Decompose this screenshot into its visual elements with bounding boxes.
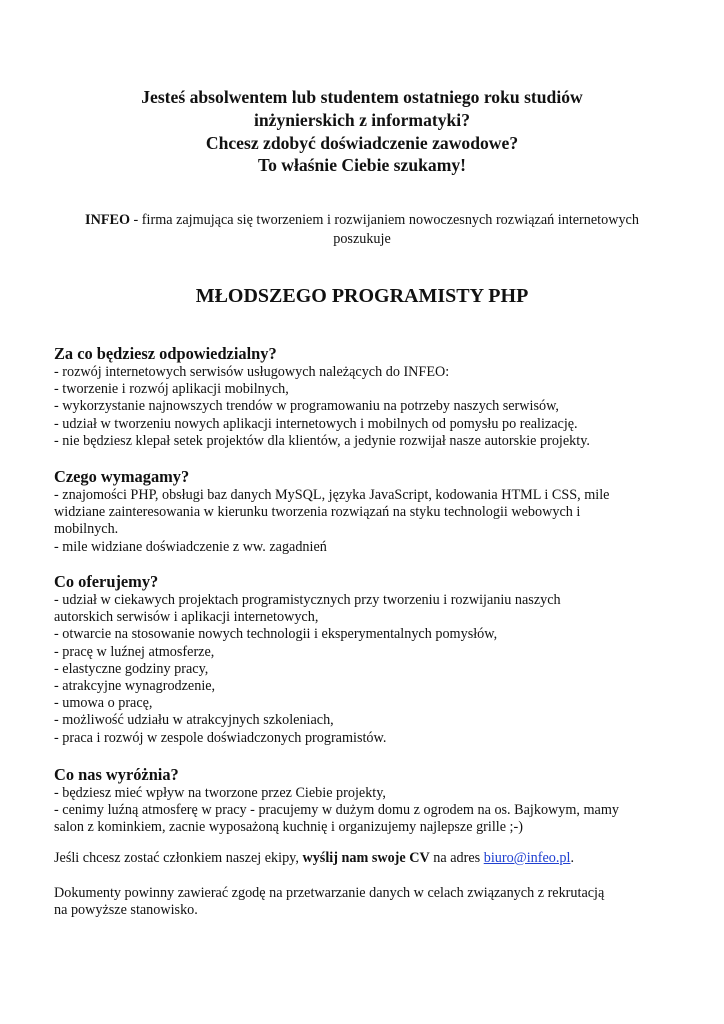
list-item: - elastyczne godziny pracy, [54,660,209,677]
list-item: - tworzenie i rozwój aplikacji mobilnych, [54,381,289,398]
company-description [54,211,670,248]
offer-section [54,571,674,747]
company-name: INFEO [85,212,130,228]
apply-text-bold: wyślij nam swoje CV [302,850,430,866]
position-title: MŁODSZEGO PROGRAMISTY PHP [195,285,529,307]
list-item: - udział w tworzeniu nowych aplikacji internetowych i mobilnych od pomysłu po realizację. [54,415,578,432]
apply-line [54,850,674,867]
list-item: - udział w ciekawych projektach programistycznych przy tworzeniu i rozwijaniu naszych [54,592,561,608]
consent-line-1: Dokumenty powinny zawierać zgodę na przetwarzanie danych w celach związanych z rekrutacją [54,885,605,901]
list-item: - pracę w luźnej atmosferze, [54,643,215,660]
apply-paragraph [54,850,674,867]
list-item: - otwarcie na stosowanie nowych technologii i eksperymentalnych pomysłów, [54,626,498,643]
list-item: - znajomości PHP, obsługi baz danych MySQL, języka JavaScript, kodowania HTML i CSS, mile [54,487,610,503]
responsibilities-heading: Za co będziesz odpowiedzialny? [54,344,277,363]
list-item: - praca i rozwój w zespole doświadczonych programistów. [54,729,387,746]
apply-text-middle: na adres [429,850,484,866]
intro-line-2: inżynierskich z informatyki? [253,109,470,130]
intro-headline [54,86,670,177]
intro-line-3: Chcesz zdobyć doświadczenie zawodowe? [205,132,519,153]
list-item: - rozwój internetowych serwisów usługowych należących do INFEO: [54,364,450,380]
apply-text-end: . [570,850,575,866]
list-item: mobilnych. [54,521,119,538]
list-item: - wykorzystanie najnowszych trendów w programowaniu na potrzeby naszych serwisów, [54,398,559,415]
list-item: - atrakcyjne wynagrodzenie, [54,678,216,695]
list-item: - nie będziesz klepał setek projektów dla klientów, a jedynie rozwijał nasze autorskie projekty. [54,432,590,449]
list-item: - cenimy luźną atmosferę w pracy - pracujemy w dużym domu z ogrodem na os. Bajkowym, mamy [54,802,619,819]
company-line-2: poszukuje [333,230,391,247]
offer-heading: Co oferujemy? [54,572,159,591]
list-item: - umowa o pracę, [54,695,153,712]
consent-paragraph [54,885,674,919]
list-item: - możliwość udziału w atrakcyjnych szkoleniach, [54,712,334,729]
responsibilities-section [54,343,674,450]
distinction-heading: Co nas wyróżnia? [54,765,179,784]
consent-line-2: na powyższe stanowisko. [54,902,198,919]
distinction-section [54,764,674,837]
list-item: widziane zainteresowania w kierunku tworzenia rozwiązań na styku technologii webowych i [54,504,581,521]
intro-line-4: To właśnie Ciebie szukamy! [257,155,467,176]
intro-line-1: Jesteś absolwentem lub studentem ostatniego roku studiów [141,87,583,107]
list-item: - mile widziane doświadczenie z ww. zagadnień [54,538,327,555]
list-item: salon z kominkiem, zacnie wyposażoną kuchnię i organizujemy najlepsze grille ;-) [54,819,523,836]
requirements-section [54,466,674,556]
email-link[interactable]: biuro@infeo.pl [483,850,571,866]
list-item: autorskich serwisów i aplikacji internetowych, [54,609,319,626]
requirements-heading: Czego wymagamy? [54,467,190,486]
company-line-1 [54,211,670,230]
apply-text-before: Jeśli chcesz zostać członkiem naszej ekipy, [54,850,303,866]
list-item: - będziesz mieć wpływ na tworzone przez Ciebie projekty, [54,785,386,801]
company-description-text: - firma zajmująca się tworzeniem i rozwijaniem nowoczesnych rozwiązań internetowych [129,212,639,228]
